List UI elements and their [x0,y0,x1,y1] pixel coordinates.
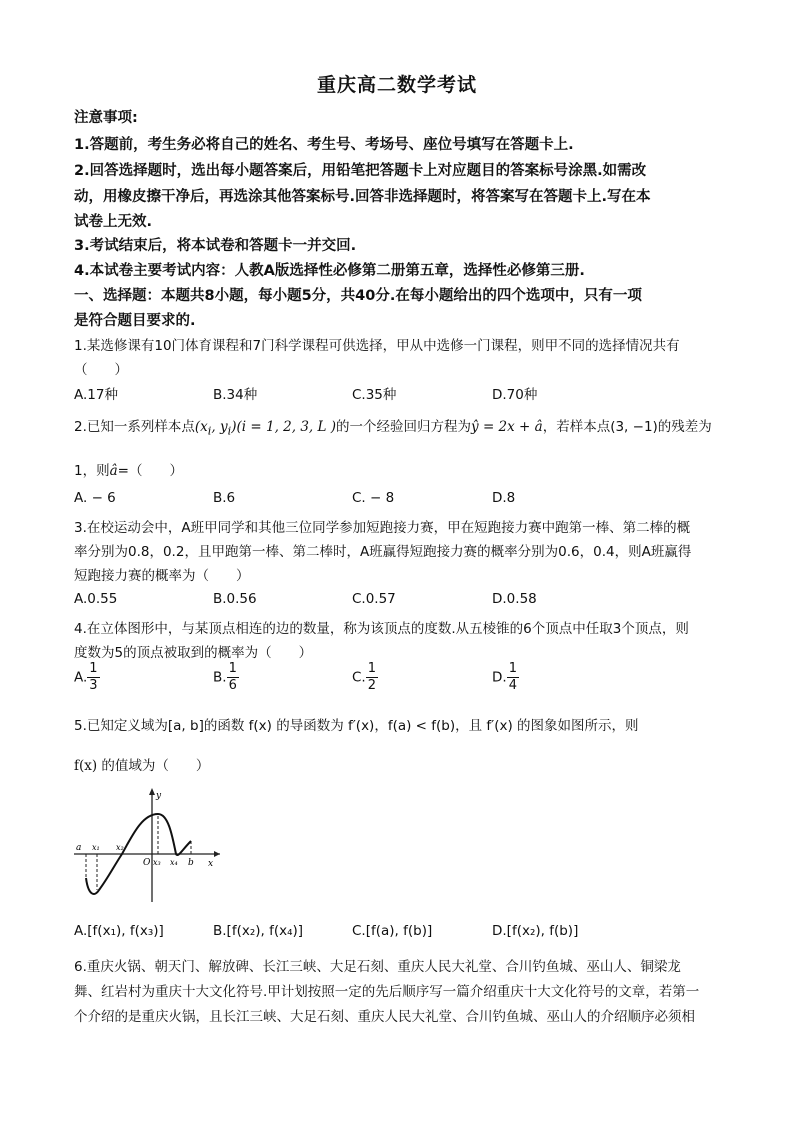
label-x3: x₃ [153,858,161,867]
section-heading-line-2: 是符合题目要求的. [74,313,196,329]
point-sub-x: i [207,424,212,438]
question-1-option-d: D.70种 [492,387,538,403]
question-4-option-a [74,661,100,694]
question-2-option-c: C. − 8 [352,490,395,506]
derivative-graph [72,786,222,906]
notice-line-1: 1.答题前，考生务必将自己的姓名、考生号、考场号、座位号填写在答题卡上. [74,137,574,153]
fraction [507,661,519,694]
label-x: x [208,859,214,869]
question-3-line-2: 率分别为0.8，0.2，且甲跑第一棒、第二棒时，A班赢得短跑接力赛的概率分别为0.6，0.4，则A班赢得 [74,544,692,560]
question-1-text: 1.某选修课有10门体育课程和7门科学课程可供选择，甲从中选修一门课程，则甲不同的选择情况共有 [74,338,680,354]
label-b: b [188,858,194,868]
question-2-ahat: â [109,463,118,479]
point-y: , y [211,419,228,435]
fraction [87,661,99,694]
denominator: 6 [228,678,237,693]
fraction [366,661,378,694]
numerator: 1 [508,661,517,676]
question-4-option-c [352,661,378,694]
question-4-line-2: 度数为5的顶点被取到的概率为（ ） [74,645,313,661]
question-2-prefix: 2.已知一系列样本点 [74,419,195,435]
question-5-option-d: D.[f(x₂), f(b)] [492,923,579,939]
label-a: a [76,843,82,853]
notice-line-5: 3.考试结束后，将本试卷和答题卡一并交回. [74,238,357,254]
question-5-option-b: B.[f(x₂), f(x₄)] [213,923,304,939]
denominator: 2 [367,678,376,693]
question-3-option-a: A.0.55 [74,591,118,607]
option-label: B. [213,669,227,686]
question-2-line2-a: 1，则 [74,463,110,479]
question-2-equation: ŷ = 2x + â [471,419,543,435]
question-3-option-b: B.0.56 [213,591,257,607]
question-2-text [74,415,712,438]
question-2-mid: 的一个经验回归方程为 [336,419,472,435]
question-5-option-c: C.[f(a), f(b)] [352,923,433,939]
exam-title: 重庆高二数学考试 [316,74,477,96]
question-5-line-1: 5.已知定义域为[a, b]的函数 f(x) 的导函数为 f′(x)，f(a) < f(b)，且 f′(x) 的图象如图所示，则 [74,718,639,734]
notice-line-2: 2.回答选择题时，选出每小题答案后，用铅笔把答题卡上对应题目的答案标号涂黑.如需改 [74,163,647,179]
numerator: 1 [89,661,98,676]
question-1-option-c: C.35种 [352,387,397,403]
question-3-line-3: 短跑接力赛的概率为（ ） [74,568,250,584]
question-2-option-d: D.8 [492,490,516,506]
question-2-option-a: A. − 6 [74,490,116,506]
notice-line-4: 试卷上无效. [74,214,153,230]
question-4-option-b [213,661,239,694]
question-2-line2-b: =（ ） [117,463,183,479]
numerator: 1 [228,661,237,676]
question-6-line-2: 舞、红岩村为重庆十大文化符号.甲计划按照一定的先后顺序写一篇介绍重庆十大文化符号的文章，若第一 [74,984,700,1000]
label-x2: x₂ [116,843,124,852]
option-label: D. [492,669,507,686]
question-2-point [194,419,237,438]
question-2-line-2 [74,459,183,479]
label-x1: x₁ [92,843,100,852]
question-3-line-1: 3.在校运动会中，A班甲同学和其他三位同学参加短跑接力赛，甲在短跑接力赛中跑第一棒、第二棒的概 [74,520,691,536]
option-label: A. [74,669,88,686]
question-4-option-d [492,661,519,694]
x-axis-arrow [214,851,220,857]
label-y: y [156,791,162,801]
label-origin: O [143,858,151,868]
question-2-suffix: ，若样本点(3, −1)的残差为 [542,419,712,435]
question-6-line-3: 个介绍的是重庆火锅，且长江三峡、大足石刻、重庆人民大礼堂、合川钓鱼城、巫山人的介绍顺序必须相 [74,1009,695,1025]
point-open: (x [194,419,208,435]
fraction [227,661,239,694]
question-5-line-2: f(x) 的值域为（ ） [74,758,210,774]
numerator: 1 [367,661,376,676]
question-6-line-1: 6.重庆火锅、朝天门、解放碑、长江三峡、大足石刻、重庆人民大礼堂、合川钓鱼城、巫山人、铜梁龙 [74,959,681,975]
question-3-option-d: D.0.58 [492,591,537,607]
denominator: 3 [89,678,98,693]
question-1-option-a: A.17种 [74,387,118,403]
notice-line-6: 4.本试卷主要考试内容：人教A版选择性必修第二册第五章，选择性必修第三册. [74,263,585,279]
notice-heading: 注意事项: [74,110,138,126]
notice-line-3: 动，用橡皮擦干净后，再选涂其他答案标号.回答非选择题时，将答案写在答题卡上.写在本 [74,189,651,205]
question-2-option-b: B.6 [213,490,236,506]
label-x4: x₄ [170,858,178,867]
question-5-option-a: A.[f(x₁), f(x₃)] [74,923,164,939]
question-1-paren: （ ） [74,362,128,378]
question-1-option-b: B.34种 [213,387,258,403]
option-label: C. [352,669,366,686]
section-heading-line-1: 一、选择题：本题共8小题，每小题5分，共40分.在每小题给出的四个选项中，只有一项 [74,288,642,304]
question-4-line-1: 4.在立体图形中，与某顶点相连的边的数量，称为该顶点的度数.从五棱锥的6个顶点中任取3个顶点，则 [74,621,689,637]
y-axis-arrow [149,788,155,795]
question-3-option-c: C.0.57 [352,591,396,607]
denominator: 4 [508,678,517,693]
point-sub-y: i [227,424,232,438]
point-close: ) [231,419,237,435]
question-2-index: (i = 1, 2, 3, L ) [236,419,337,435]
